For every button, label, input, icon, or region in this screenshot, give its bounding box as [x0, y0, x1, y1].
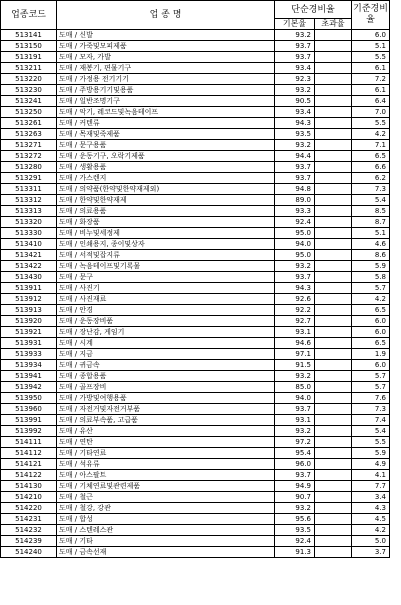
name-cell: 도매 / 의료부속품, 고급품	[57, 415, 275, 426]
excess-rate-cell	[315, 30, 352, 41]
table-row	[1, 437, 390, 448]
excess-rate-cell	[315, 404, 352, 415]
table-row	[1, 547, 390, 558]
name-cell: 도매 / 의료용품	[57, 206, 275, 217]
name-cell: 도매 / 사진재료	[57, 294, 275, 305]
code-cell: 513211	[1, 63, 57, 74]
code-cell: 513991	[1, 415, 57, 426]
name-cell: 도매 / 녹음테이프및기록물	[57, 261, 275, 272]
code-cell: 514231	[1, 514, 57, 525]
basic-rate-cell: 93.3	[275, 206, 315, 217]
excess-rate-cell	[315, 481, 352, 492]
excess-rate-cell	[315, 525, 352, 536]
table-row	[1, 338, 390, 349]
code-cell: 513191	[1, 52, 57, 63]
table-row	[1, 426, 390, 437]
basic-rate-cell: 94.6	[275, 338, 315, 349]
basic-rate-cell: 90.7	[275, 492, 315, 503]
excess-rate-cell	[315, 272, 352, 283]
basic-rate-cell: 93.7	[275, 173, 315, 184]
standard-rate-cell: 3.4	[352, 492, 390, 503]
basic-rate-cell: 94.3	[275, 118, 315, 129]
name-cell: 도매 / 가스렌지	[57, 173, 275, 184]
header-simple-rate: 단순경비율	[275, 1, 352, 19]
code-cell: 514122	[1, 470, 57, 481]
basic-rate-cell: 93.7	[275, 272, 315, 283]
name-cell: 도매 / 커텐류	[57, 118, 275, 129]
name-cell: 도매 / 인쇄용지, 종이및상자	[57, 239, 275, 250]
excess-rate-cell	[315, 360, 352, 371]
basic-rate-cell: 93.2	[275, 503, 315, 514]
excess-rate-cell	[315, 250, 352, 261]
excess-rate-cell	[315, 85, 352, 96]
basic-rate-cell: 93.7	[275, 52, 315, 63]
name-cell: 도매 / 아스팔트	[57, 470, 275, 481]
name-cell: 도매 / 귀금속	[57, 360, 275, 371]
table-row	[1, 140, 390, 151]
table-row	[1, 239, 390, 250]
basic-rate-cell: 92.2	[275, 305, 315, 316]
standard-rate-cell: 5.7	[352, 283, 390, 294]
table-row	[1, 41, 390, 52]
code-cell: 513280	[1, 162, 57, 173]
header-excess-rate: 초과율	[315, 19, 352, 30]
basic-rate-cell: 90.5	[275, 96, 315, 107]
standard-rate-cell: 4.2	[352, 525, 390, 536]
header-standard-rate: 기준경비율	[352, 1, 390, 30]
basic-rate-cell: 94.0	[275, 239, 315, 250]
table-row	[1, 349, 390, 360]
basic-rate-cell: 94.4	[275, 151, 315, 162]
standard-rate-cell: 5.5	[352, 118, 390, 129]
table-row	[1, 283, 390, 294]
table-row	[1, 217, 390, 228]
basic-rate-cell: 93.7	[275, 41, 315, 52]
basic-rate-cell: 94.0	[275, 393, 315, 404]
basic-rate-cell: 94.8	[275, 184, 315, 195]
excess-rate-cell	[315, 371, 352, 382]
code-cell: 513410	[1, 239, 57, 250]
name-cell: 도매 / 기타연료	[57, 448, 275, 459]
standard-rate-cell: 6.1	[352, 63, 390, 74]
code-cell: 513261	[1, 118, 57, 129]
basic-rate-cell: 97.2	[275, 437, 315, 448]
table-row	[1, 360, 390, 371]
code-cell: 513941	[1, 371, 57, 382]
excess-rate-cell	[315, 206, 352, 217]
excess-rate-cell	[315, 536, 352, 547]
table-row	[1, 184, 390, 195]
standard-rate-cell: 4.3	[352, 503, 390, 514]
table-row	[1, 162, 390, 173]
standard-rate-cell: 5.8	[352, 272, 390, 283]
excess-rate-cell	[315, 492, 352, 503]
name-cell: 도매 / 금속선재	[57, 547, 275, 558]
table-row	[1, 107, 390, 118]
basic-rate-cell: 93.7	[275, 162, 315, 173]
table-row	[1, 459, 390, 470]
code-cell: 513933	[1, 349, 57, 360]
basic-rate-cell: 93.1	[275, 415, 315, 426]
name-cell: 도매 / 문구	[57, 272, 275, 283]
excess-rate-cell	[315, 96, 352, 107]
standard-rate-cell: 7.6	[352, 393, 390, 404]
excess-rate-cell	[315, 140, 352, 151]
code-cell: 514111	[1, 437, 57, 448]
code-cell: 513920	[1, 316, 57, 327]
excess-rate-cell	[315, 195, 352, 206]
standard-rate-cell: 7.2	[352, 74, 390, 85]
excess-rate-cell	[315, 327, 352, 338]
excess-rate-cell	[315, 547, 352, 558]
basic-rate-cell: 91.5	[275, 360, 315, 371]
name-cell: 도매 / 스텐레스관	[57, 525, 275, 536]
name-cell: 도매 / 운동장비품	[57, 316, 275, 327]
name-cell: 도매 / 안경	[57, 305, 275, 316]
table-row	[1, 206, 390, 217]
basic-rate-cell: 95.4	[275, 448, 315, 459]
code-cell: 514240	[1, 547, 57, 558]
basic-rate-cell: 91.3	[275, 547, 315, 558]
name-cell: 도매 / 비누및세정제	[57, 228, 275, 239]
standard-rate-cell: 5.7	[352, 371, 390, 382]
table-row	[1, 250, 390, 261]
basic-rate-cell: 93.7	[275, 404, 315, 415]
table-row	[1, 382, 390, 393]
name-cell: 도매 / 운동기구, 오락기제품	[57, 151, 275, 162]
code-cell: 513320	[1, 217, 57, 228]
excess-rate-cell	[315, 41, 352, 52]
standard-rate-cell: 6.5	[352, 338, 390, 349]
basic-rate-cell: 93.2	[275, 261, 315, 272]
standard-rate-cell: 8.6	[352, 250, 390, 261]
code-cell: 513934	[1, 360, 57, 371]
basic-rate-cell: 96.0	[275, 459, 315, 470]
standard-rate-cell: 7.0	[352, 107, 390, 118]
standard-rate-cell: 5.1	[352, 228, 390, 239]
name-cell: 도매 / 의약품(한약및한약재제외)	[57, 184, 275, 195]
table-row	[1, 228, 390, 239]
code-cell: 513942	[1, 382, 57, 393]
excess-rate-cell	[315, 338, 352, 349]
standard-rate-cell: 6.5	[352, 305, 390, 316]
name-cell: 도매 / 사진기	[57, 283, 275, 294]
basic-rate-cell: 85.0	[275, 382, 315, 393]
code-cell: 513220	[1, 74, 57, 85]
basic-rate-cell: 93.1	[275, 327, 315, 338]
code-cell: 513330	[1, 228, 57, 239]
code-cell: 513960	[1, 404, 57, 415]
code-cell: 514232	[1, 525, 57, 536]
excess-rate-cell	[315, 184, 352, 195]
excess-rate-cell	[315, 448, 352, 459]
header-name: 업 종 명	[57, 1, 275, 30]
standard-rate-cell: 6.0	[352, 30, 390, 41]
code-cell: 514130	[1, 481, 57, 492]
name-cell: 도매 / 석유류	[57, 459, 275, 470]
name-cell: 도매 / 유산	[57, 426, 275, 437]
code-cell: 513313	[1, 206, 57, 217]
code-cell: 513912	[1, 294, 57, 305]
code-cell: 513230	[1, 85, 57, 96]
name-cell: 도매 / 기타	[57, 536, 275, 547]
table-row	[1, 272, 390, 283]
standard-rate-cell: 5.9	[352, 261, 390, 272]
table-row	[1, 492, 390, 503]
code-cell: 514121	[1, 459, 57, 470]
standard-rate-cell: 6.1	[352, 85, 390, 96]
name-cell: 도매 / 재봉기, 편물기구	[57, 63, 275, 74]
code-cell: 513311	[1, 184, 57, 195]
name-cell: 도매 / 가죽및모피제품	[57, 41, 275, 52]
basic-rate-cell: 94.3	[275, 283, 315, 294]
header-basic-rate: 기본율	[275, 19, 315, 30]
code-cell: 513992	[1, 426, 57, 437]
excess-rate-cell	[315, 74, 352, 85]
name-cell: 도매 / 일반조명기구	[57, 96, 275, 107]
table-row	[1, 294, 390, 305]
standard-rate-cell: 7.7	[352, 481, 390, 492]
code-cell: 513430	[1, 272, 57, 283]
name-cell: 도매 / 골프장비	[57, 382, 275, 393]
standard-rate-cell: 6.2	[352, 173, 390, 184]
name-cell: 도매 / 종합용품	[57, 371, 275, 382]
name-cell: 도매 / 신발	[57, 30, 275, 41]
excess-rate-cell	[315, 228, 352, 239]
code-cell: 513241	[1, 96, 57, 107]
table-body	[1, 30, 390, 558]
basic-rate-cell: 93.7	[275, 470, 315, 481]
name-cell: 도매 / 가방및여행용품	[57, 393, 275, 404]
header-code: 업종코드	[1, 1, 57, 30]
basic-rate-cell: 95.0	[275, 228, 315, 239]
excess-rate-cell	[315, 217, 352, 228]
code-cell: 513272	[1, 151, 57, 162]
name-cell: 도매 / 철강, 강관	[57, 503, 275, 514]
table-row	[1, 96, 390, 107]
table-row	[1, 118, 390, 129]
excess-rate-cell	[315, 107, 352, 118]
code-cell: 514239	[1, 536, 57, 547]
excess-rate-cell	[315, 514, 352, 525]
name-cell: 도매 / 화장품	[57, 217, 275, 228]
table-row	[1, 74, 390, 85]
basic-rate-cell: 93.2	[275, 426, 315, 437]
excess-rate-cell	[315, 316, 352, 327]
code-cell: 513911	[1, 283, 57, 294]
table-row	[1, 404, 390, 415]
basic-rate-cell: 92.6	[275, 294, 315, 305]
standard-rate-cell: 5.0	[352, 536, 390, 547]
name-cell: 도매 / 철근	[57, 492, 275, 503]
table-row	[1, 85, 390, 96]
excess-rate-cell	[315, 415, 352, 426]
basic-rate-cell: 92.7	[275, 316, 315, 327]
table-row	[1, 481, 390, 492]
table-row	[1, 470, 390, 481]
table-row	[1, 305, 390, 316]
basic-rate-cell: 95.0	[275, 250, 315, 261]
standard-rate-cell: 5.1	[352, 41, 390, 52]
code-cell: 513921	[1, 327, 57, 338]
excess-rate-cell	[315, 63, 352, 74]
standard-rate-cell: 6.6	[352, 162, 390, 173]
name-cell: 도매 / 연탄	[57, 437, 275, 448]
basic-rate-cell: 93.2	[275, 371, 315, 382]
name-cell: 도매 / 합성	[57, 514, 275, 525]
excess-rate-cell	[315, 129, 352, 140]
basic-rate-cell: 92.3	[275, 74, 315, 85]
basic-rate-cell: 89.0	[275, 195, 315, 206]
excess-rate-cell	[315, 426, 352, 437]
excess-rate-cell	[315, 239, 352, 250]
code-cell: 513263	[1, 129, 57, 140]
standard-rate-cell: 8.5	[352, 206, 390, 217]
code-cell: 513421	[1, 250, 57, 261]
excess-rate-cell	[315, 393, 352, 404]
excess-rate-cell	[315, 283, 352, 294]
table-row	[1, 327, 390, 338]
basic-rate-cell: 93.4	[275, 63, 315, 74]
standard-rate-cell: 4.2	[352, 294, 390, 305]
basic-rate-cell: 95.6	[275, 514, 315, 525]
basic-rate-cell: 92.4	[275, 536, 315, 547]
table-row	[1, 393, 390, 404]
table-row	[1, 503, 390, 514]
code-cell: 513250	[1, 107, 57, 118]
standard-rate-cell: 7.3	[352, 184, 390, 195]
basic-rate-cell: 93.5	[275, 129, 315, 140]
table-row	[1, 129, 390, 140]
excess-rate-cell	[315, 470, 352, 481]
table-row	[1, 316, 390, 327]
standard-rate-cell: 8.7	[352, 217, 390, 228]
table-row	[1, 371, 390, 382]
excess-rate-cell	[315, 349, 352, 360]
name-cell: 도매 / 지금	[57, 349, 275, 360]
standard-rate-cell: 5.4	[352, 195, 390, 206]
basic-rate-cell: 93.2	[275, 30, 315, 41]
standard-rate-cell: 5.7	[352, 382, 390, 393]
standard-rate-cell: 4.6	[352, 239, 390, 250]
code-cell: 513291	[1, 173, 57, 184]
name-cell: 도매 / 한약및한약재제	[57, 195, 275, 206]
name-cell: 도매 / 생활용품	[57, 162, 275, 173]
table-row	[1, 63, 390, 74]
table-row	[1, 536, 390, 547]
table-row	[1, 30, 390, 41]
code-cell: 513950	[1, 393, 57, 404]
standard-rate-cell: 6.0	[352, 327, 390, 338]
basic-rate-cell: 93.4	[275, 107, 315, 118]
standard-rate-cell: 6.0	[352, 316, 390, 327]
table-row	[1, 261, 390, 272]
code-cell: 513312	[1, 195, 57, 206]
excess-rate-cell	[315, 294, 352, 305]
table-row	[1, 52, 390, 63]
standard-rate-cell: 7.1	[352, 140, 390, 151]
excess-rate-cell	[315, 382, 352, 393]
standard-rate-cell: 6.5	[352, 151, 390, 162]
code-cell: 514220	[1, 503, 57, 514]
name-cell: 도매 / 목재및죽제품	[57, 129, 275, 140]
standard-rate-cell: 5.5	[352, 52, 390, 63]
standard-rate-cell: 4.9	[352, 459, 390, 470]
table-row	[1, 151, 390, 162]
excess-rate-cell	[315, 437, 352, 448]
standard-rate-cell: 3.7	[352, 547, 390, 558]
standard-rate-cell: 4.5	[352, 514, 390, 525]
basic-rate-cell: 92.4	[275, 217, 315, 228]
name-cell: 도매 / 악기, 레코드및녹음테이프	[57, 107, 275, 118]
code-cell: 513141	[1, 30, 57, 41]
standard-rate-cell: 4.2	[352, 129, 390, 140]
excess-rate-cell	[315, 459, 352, 470]
table-row	[1, 514, 390, 525]
table-row	[1, 173, 390, 184]
standard-rate-cell: 6.4	[352, 96, 390, 107]
basic-rate-cell: 94.9	[275, 481, 315, 492]
code-cell: 514210	[1, 492, 57, 503]
name-cell: 도매 / 가정용 전기기기	[57, 74, 275, 85]
standard-rate-cell: 6.0	[352, 360, 390, 371]
standard-rate-cell: 7.4	[352, 415, 390, 426]
table-row	[1, 415, 390, 426]
name-cell: 도매 / 모자, 가발	[57, 52, 275, 63]
standard-rate-cell: 5.4	[352, 426, 390, 437]
excess-rate-cell	[315, 118, 352, 129]
excess-rate-cell	[315, 305, 352, 316]
standard-rate-cell: 7.3	[352, 404, 390, 415]
name-cell: 도매 / 서적및잡지류	[57, 250, 275, 261]
basic-rate-cell: 93.2	[275, 85, 315, 96]
code-cell: 513271	[1, 140, 57, 151]
table-row	[1, 525, 390, 536]
code-cell: 513931	[1, 338, 57, 349]
table-row	[1, 448, 390, 459]
name-cell: 도매 / 자전거및자전거부품	[57, 404, 275, 415]
name-cell: 도매 / 주방용기기및용품	[57, 85, 275, 96]
standard-rate-cell: 4.1	[352, 470, 390, 481]
name-cell: 도매 / 기체연료및관련제품	[57, 481, 275, 492]
code-cell: 513150	[1, 41, 57, 52]
name-cell: 도매 / 시계	[57, 338, 275, 349]
name-cell: 도매 / 장난감, 게임기	[57, 327, 275, 338]
basic-rate-cell: 93.5	[275, 525, 315, 536]
code-cell: 513422	[1, 261, 57, 272]
table-row	[1, 195, 390, 206]
standard-rate-cell: 5.5	[352, 437, 390, 448]
basic-rate-cell: 93.2	[275, 140, 315, 151]
excess-rate-cell	[315, 162, 352, 173]
excess-rate-cell	[315, 503, 352, 514]
name-cell: 도매 / 문구용품	[57, 140, 275, 151]
code-cell: 514112	[1, 448, 57, 459]
excess-rate-cell	[315, 261, 352, 272]
standard-rate-cell: 1.9	[352, 349, 390, 360]
excess-rate-cell	[315, 173, 352, 184]
basic-rate-cell: 97.1	[275, 349, 315, 360]
excess-rate-cell	[315, 52, 352, 63]
excess-rate-cell	[315, 151, 352, 162]
standard-rate-cell: 5.9	[352, 448, 390, 459]
code-cell: 513913	[1, 305, 57, 316]
